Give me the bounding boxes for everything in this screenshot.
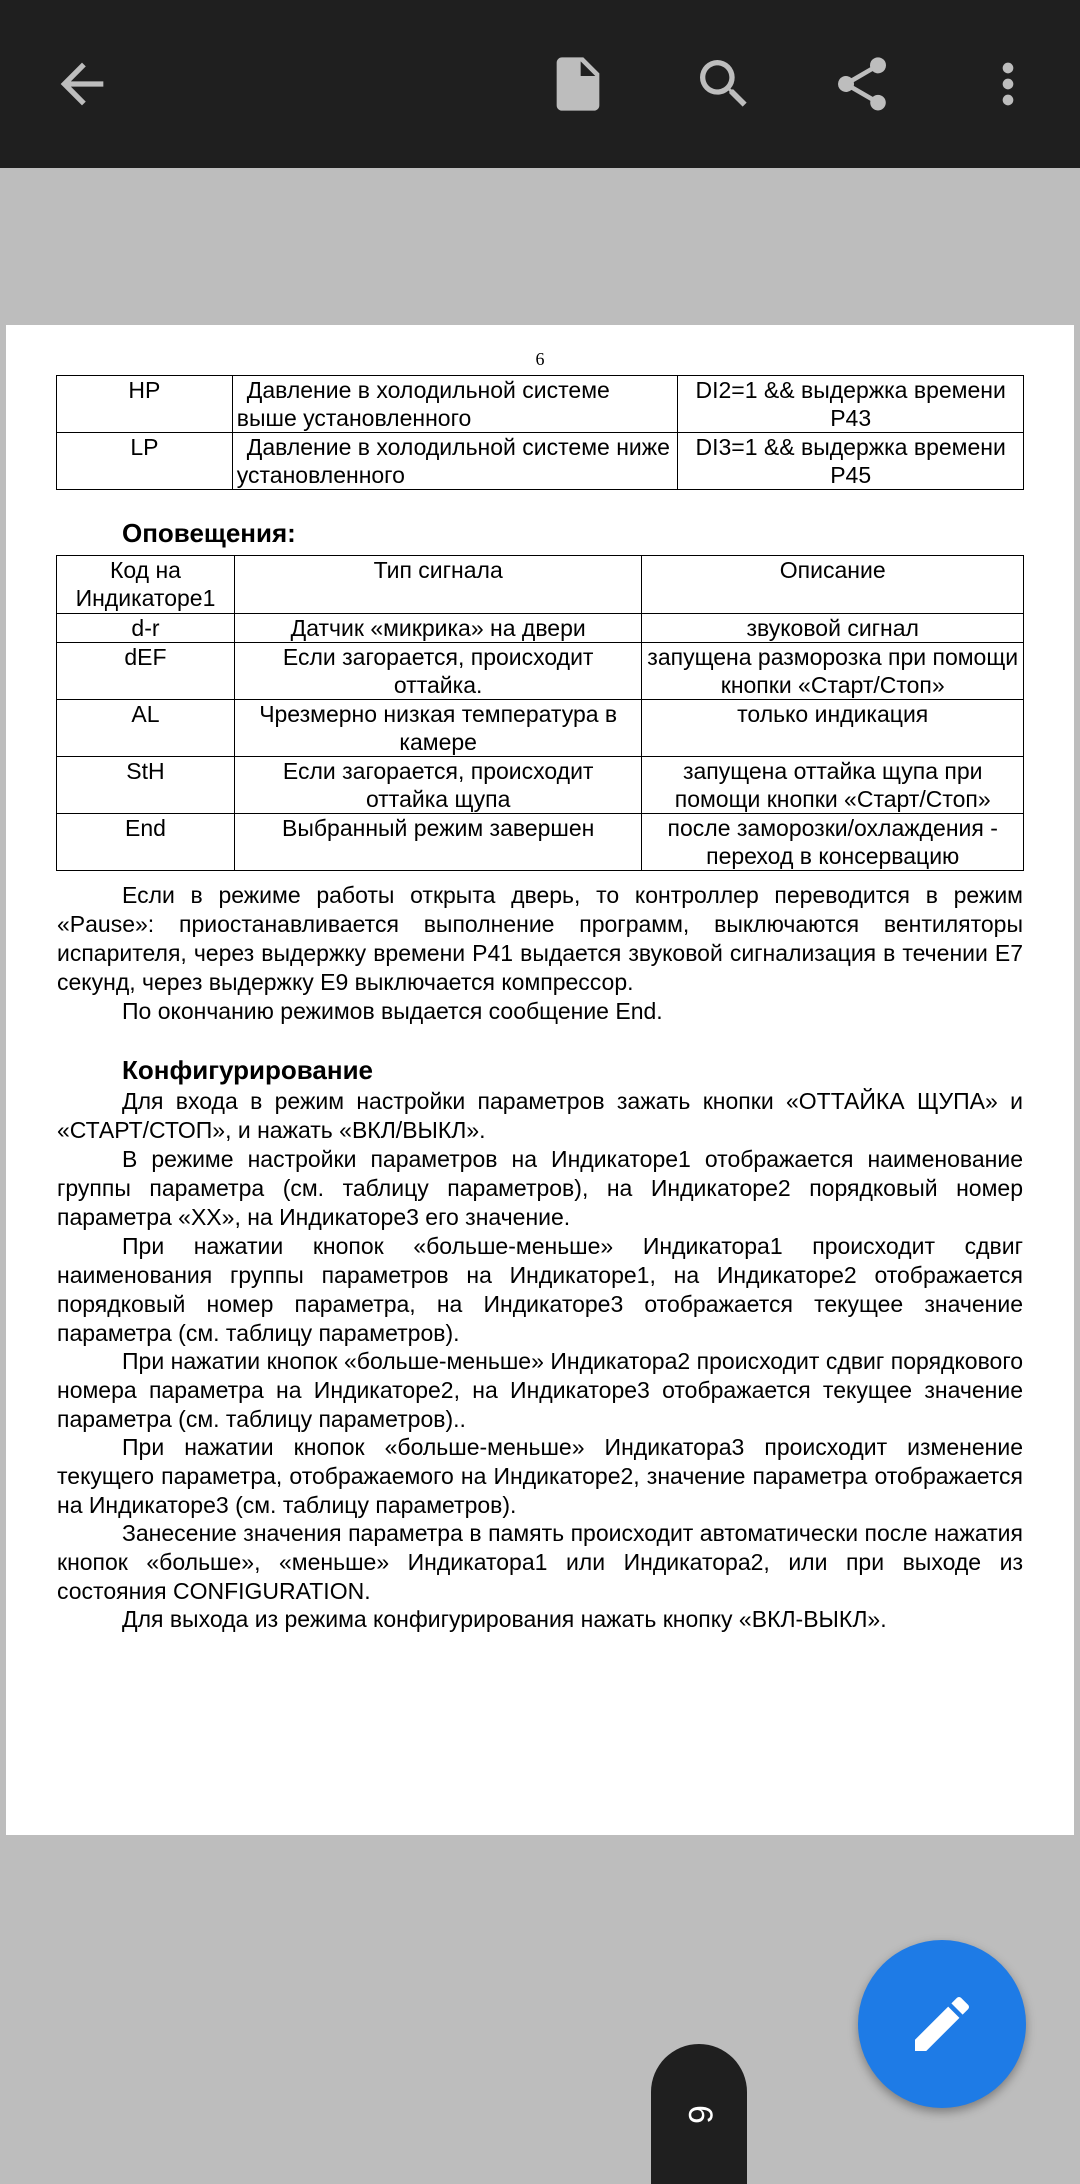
table-cell: звуковой сигнал xyxy=(642,614,1024,643)
table-cell: Датчик «микрика» на двери xyxy=(234,614,641,643)
alerts-table xyxy=(56,555,1024,871)
table-cell: запущена разморозка при помощи кнопки «Старт/Стоп» xyxy=(642,643,1024,700)
table-cell: End xyxy=(57,814,235,871)
share-icon[interactable] xyxy=(822,44,902,124)
paragraph-config-2: В режиме настройки параметров на Индикаторе1 отображается наименование группы параметра (см. таблицу параметров), на Индикаторе2 порядковый номер параметра «XX», на Индикаторе3 его значение. xyxy=(57,1146,1023,1230)
table-header-row xyxy=(57,556,1024,614)
heading-alerts: Оповещения: xyxy=(122,518,296,548)
paragraph-config-3: При нажатии кнопок «больше-меньше» Индикатора1 происходит сдвиг наименования группы параметров на Индикаторе1, на Индикаторе2 отображается порядковый номер параметра, на Индикаторе3 отображается текущее значение параметра (см. таблицу параметров). xyxy=(57,1233,1023,1346)
paragraph-config-4: При нажатии кнопок «больше-меньше» Индикатора2 происходит сдвиг порядкового номера параметра на Индикаторе2, на Индикаторе3 отображается текущее значение параметра (см. таблицу параметров).. xyxy=(57,1348,1023,1432)
table-header-cell: Код на Индикаторе1 xyxy=(57,556,235,614)
table-cell: d-r xyxy=(57,614,235,643)
paragraph-pause: Если в режиме работы открыта дверь, то контроллер переводится в режим «Pause»: приостанавливается выполнение программ, выключаются вентиляторы испарителя, через выдержку времени P41 выдается звуковой сигнализация в течении E7 секунд, через выдержку E9 выключается компрессор. xyxy=(57,882,1023,995)
table-cell: HP xyxy=(57,376,233,433)
table-cell: Чрезмерно низкая температура в камере xyxy=(234,700,641,757)
heading-configuration: Конфигурирование xyxy=(122,1055,374,1085)
table-cell: DI3=1 && выдержка времени P45 xyxy=(678,433,1024,490)
table-cell: Если загорается, происходит оттайка. xyxy=(234,643,641,700)
arrow-left-icon[interactable] xyxy=(42,44,122,124)
table-header-cell: Описание xyxy=(642,556,1024,614)
table-cell: Выбранный режим завершен xyxy=(234,814,641,871)
table-cell: только индикация xyxy=(642,700,1024,757)
table-cell: Если загорается, происходит оттайка щупа xyxy=(234,757,641,814)
table-row xyxy=(57,757,1024,814)
page-indicator[interactable] xyxy=(651,2044,747,2184)
table-row xyxy=(57,700,1024,757)
paragraph-config-6: Занесение значения параметра в память происходит автоматически после нажатия кнопок «больше», «меньше» Индикатора1 или Индикатора2, или при выходе из состояния CONFIGURATION. xyxy=(57,1520,1023,1604)
table-cell: dEF xyxy=(57,643,235,700)
paragraph-config-7: Для выхода из режима конфигурирования нажать кнопку «ВКЛ-ВЫКЛ». xyxy=(122,1606,887,1632)
table-cell: после заморозки/охлаждения - переход в консервацию xyxy=(642,814,1024,871)
table-row xyxy=(57,433,1024,490)
table-row xyxy=(57,643,1024,700)
paragraph-end: По окончанию режимов выдается сообщение End. xyxy=(122,998,663,1024)
table-cell: LP xyxy=(57,433,233,490)
document-icon[interactable] xyxy=(538,44,618,124)
pencil-icon xyxy=(906,1988,978,2060)
document-page xyxy=(6,325,1074,1835)
paragraph-config-5: При нажатии кнопок «больше-меньше» Индикатора3 происходит изменение текущего параметра, отображаемого на Индикаторе2, значение параметра отображается на Индикаторе3 (см. таблицу параметров). xyxy=(57,1434,1023,1518)
table-cell: запущена оттайка щупа при помощи кнопки «Старт/Стоп» xyxy=(642,757,1024,814)
table-cell: Давление в холодильной системе выше установленного xyxy=(232,376,678,433)
edit-button[interactable] xyxy=(858,1940,1026,2108)
search-icon[interactable] xyxy=(684,44,764,124)
table-header-cell: Тип сигнала xyxy=(234,556,641,614)
table-cell: AL xyxy=(57,700,235,757)
page-indicator-number: 6 xyxy=(680,2104,719,2124)
pressure-table xyxy=(56,375,1024,490)
table-row xyxy=(57,814,1024,871)
table-cell: Давление в холодильной системе ниже установленного xyxy=(232,433,678,490)
table-cell: StH xyxy=(57,757,235,814)
top-toolbar xyxy=(0,0,1080,168)
page-number: 6 xyxy=(535,349,545,369)
more-vertical-icon[interactable] xyxy=(968,44,1048,124)
paragraph-config-1: Для входа в режим настройки параметров зажать кнопки «ОТТАЙКА ЩУПА» и «СТАРТ/СТОП», и нажать «ВКЛ/ВЫКЛ». xyxy=(57,1088,1023,1143)
table-row xyxy=(57,614,1024,643)
table-row xyxy=(57,376,1024,433)
table-cell: DI2=1 && выдержка времени P43 xyxy=(678,376,1024,433)
